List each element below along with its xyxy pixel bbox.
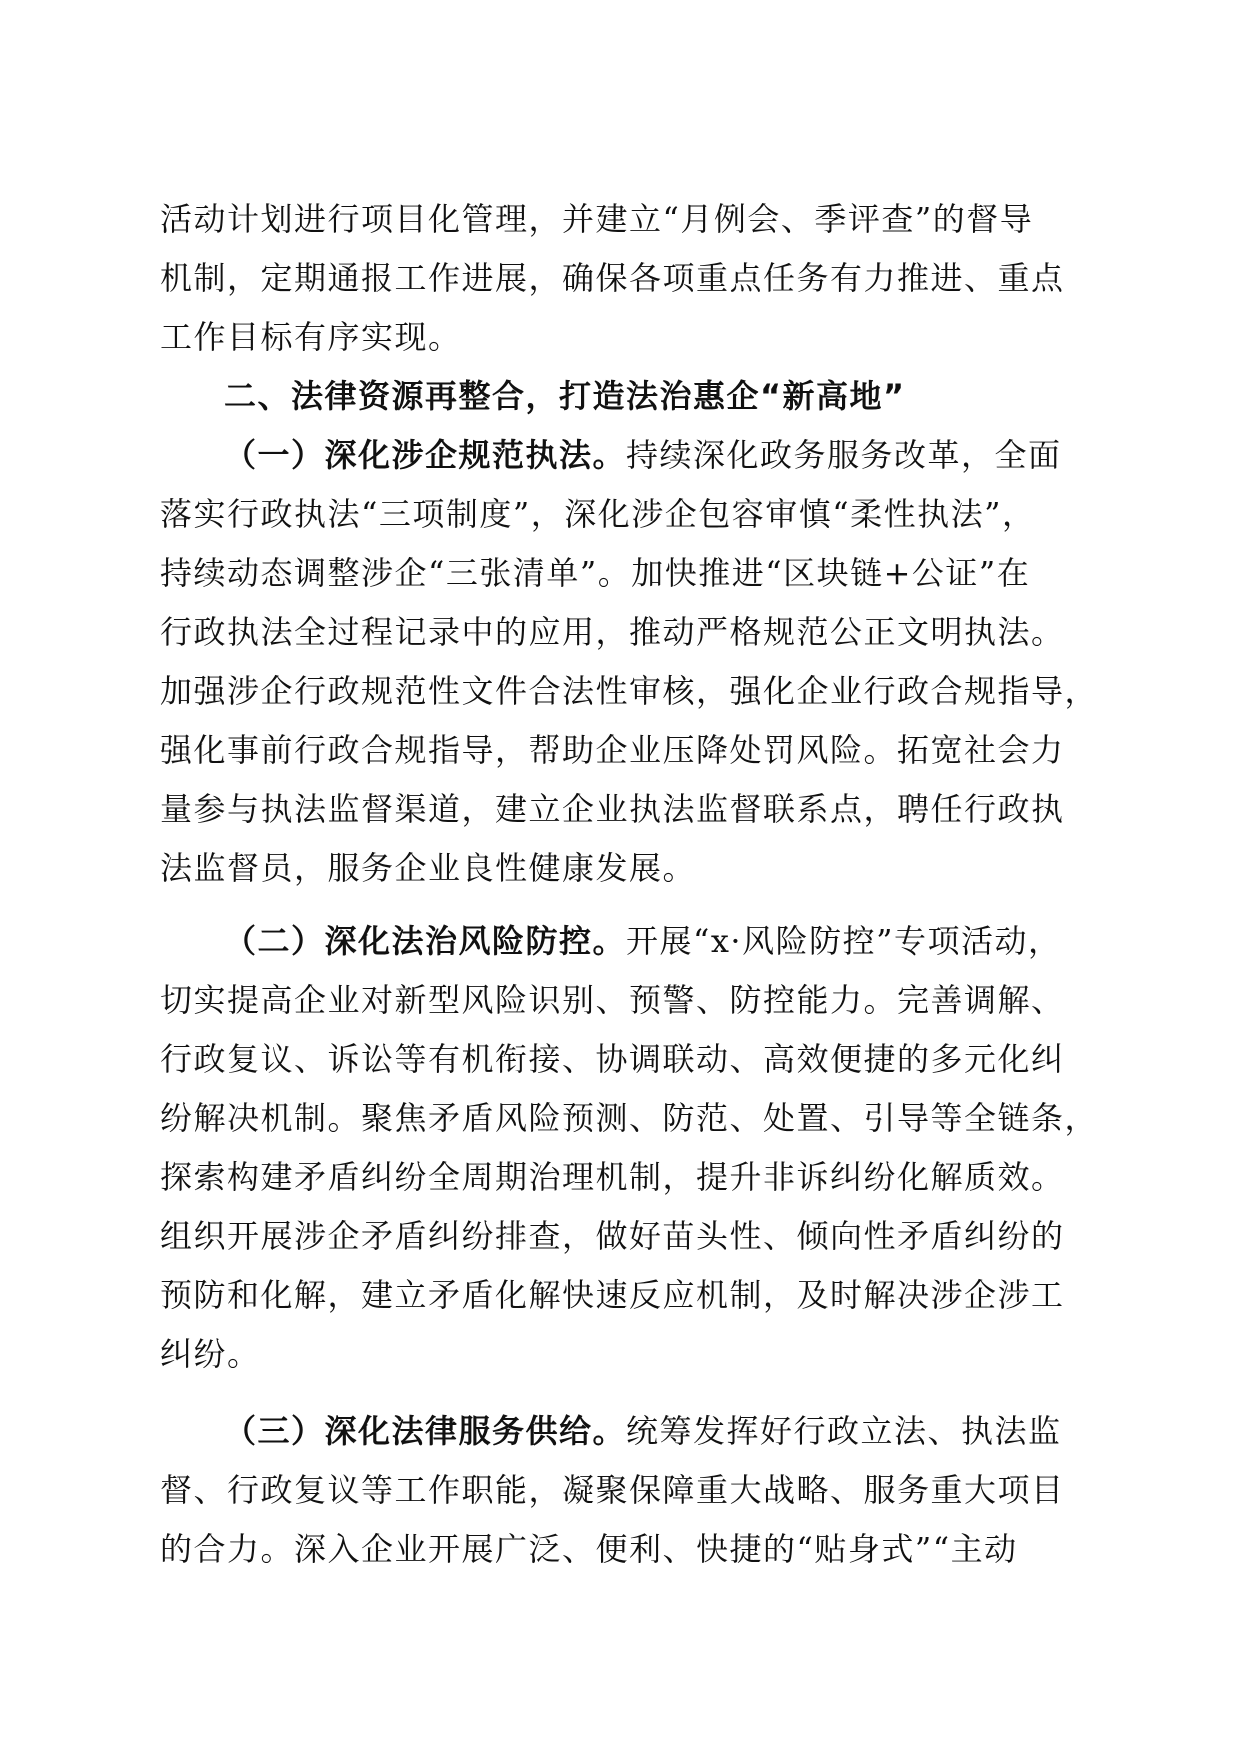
paragraph-line: 行政执法全过程记录中的应用，推动严格规范公正文明执法。 [160,613,1065,651]
item-title: （一）深化涉企规范执法。 [224,436,627,474]
paragraph-line: 工作目标有序实现。 [160,318,462,356]
item-title: （二）深化法治风险防控。 [224,922,627,960]
paragraph-line: 落实行政执法“三项制度”，深化涉企包容审慎“柔性执法”， [160,495,1036,533]
paragraph-line: 纠纷。 [160,1335,261,1373]
paragraph-line: 组织开展涉企矛盾纠纷排查，做好苗头性、倾向性矛盾纠纷的 [160,1217,1065,1255]
paragraph-line: 的合力。深入企业开展广泛、便利、快捷的“贴身式”“主动 [160,1530,1018,1568]
item-title: （三）深化法律服务供给。 [224,1412,627,1450]
item-first-line [160,912,1080,971]
paragraph-line: 机制，定期通报工作进展，确保各项重点任务有力推进、重点 [160,259,1065,297]
paragraph-line: 法监督员，服务企业良性健康发展。 [160,849,697,887]
item-text: 开展“x·风险防控”专项活动， [626,922,1062,960]
paragraph-line: 探索构建矛盾纠纷全周期治理机制，提升非诉纠纷化解质效。 [160,1158,1065,1196]
paragraph-line: 加强涉企行政规范性文件合法性审核，强化企业行政合规指导， [160,672,1099,710]
paragraph-line: 督、行政复议等工作职能，凝聚保障重大战略、服务重大项目 [160,1471,1065,1509]
paragraph-line: 预防和化解，建立矛盾化解快速反应机制，及时解决涉企涉工 [160,1276,1065,1314]
document-body [160,190,1099,1579]
item-text: 持续深化政务服务改革，全面 [626,436,1062,474]
item-first-line [160,426,1080,485]
paragraph-line: 行政复议、诉讼等有机衔接、协调联动、高效便捷的多元化纠 [160,1040,1065,1078]
paragraph-line: 量参与执法监督渠道，建立企业执法监督联系点，聘任行政执 [160,790,1065,828]
paragraph-line: 活动计划进行项目化管理，并建立“月例会、季评查”的督导 [160,200,1034,238]
paragraph-line: 纷解决机制。聚焦矛盾风险预测、防范、处置、引导等全链条， [160,1099,1099,1137]
paragraph-line: 切实提高企业对新型风险识别、预警、防控能力。完善调解、 [160,981,1065,1019]
section-heading: 二、法律资源再整合，打造法治惠企“新高地” [224,377,906,415]
paragraph-line: 持续动态调整涉企“三张清单”。加快推进“区块链+公证”在 [160,554,1031,592]
paragraph-line: 强化事前行政合规指导，帮助企业压降处罚风险。拓宽社会力 [160,731,1065,769]
item-text: 统筹发挥好行政立法、执法监 [626,1412,1062,1450]
item-first-line [160,1402,1080,1461]
